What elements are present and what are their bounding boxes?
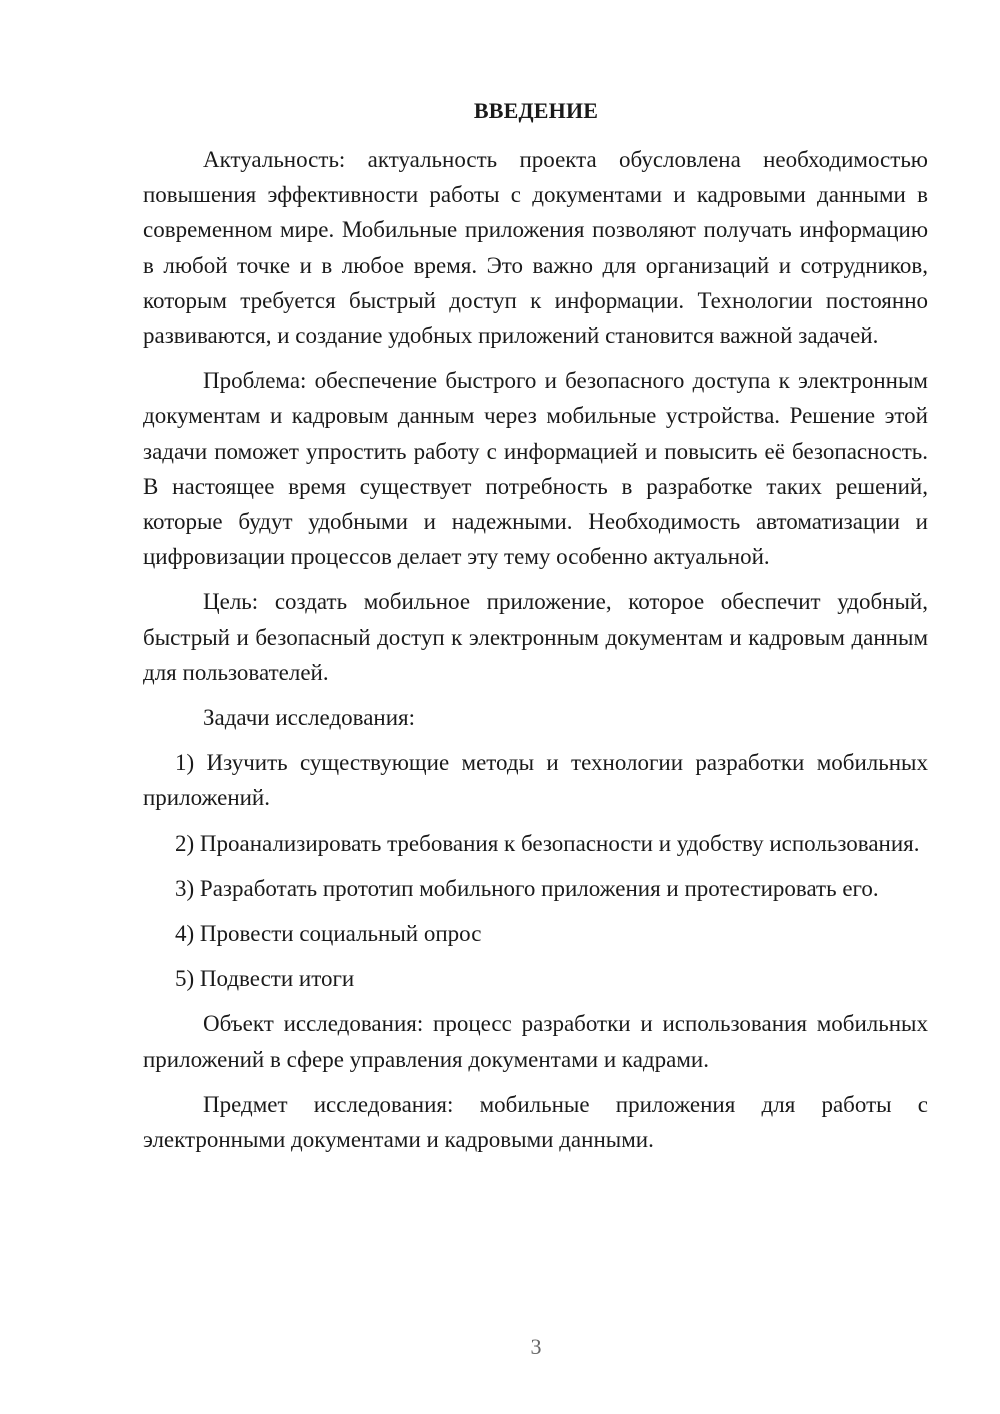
task-item-1: 1) Изучить существующие методы и технологии разработки мобильных приложений. [143,750,928,811]
section-title: ВВЕДЕНИЕ [473,98,599,123]
paragraph-relevance: Актуальность: актуальность проекта обусловлена необходимостью повышения эффективности работы с документами и кадровыми данными в современном мире. Мобильные приложения позволяют получать информацию в любой точке и в любое время. Это важно для организаций и сотрудников, которым требуется быстрый доступ к информации. Технологии постоянно развиваются, и создание удобных приложений становится важной задачей. [143,147,928,349]
task-item-3: 3) Разработать прототип мобильного приложения и протестировать его. [175,875,879,901]
document-body [143,142,928,1157]
paragraph-goal: Цель: создать мобильное приложение, которое обеспечит удобный, быстрый и безопасный доступ к электронным документам и кадровым данным для пользователей. [143,589,928,685]
task-item-2: 2) Проанализировать требования к безопасности и удобству использования. [175,830,920,856]
task-item-5: 5) Подвести итоги [175,966,355,992]
tasks-heading: Задачи исследования: [203,705,416,731]
page-number: 3 [530,1334,542,1359]
task-item-4: 4) Провести социальный опрос [175,921,482,947]
paragraph-subject: Предмет исследования: мобильные приложения для работы с электронными документами и кадровыми данными. [143,1091,928,1153]
paragraph-object: Объект исследования: процесс разработки и использования мобильных приложений в сфере управления документами и кадрами. [143,1011,928,1072]
paragraph-problem: Проблема: обеспечение быстрого и безопасного доступа к электронным документам и кадровым данным через мобильные устройства. Решение этой задачи поможет упростить работу с информацией и повысить её безопасность. В настоящее время существует потребность в разработке таких решений, которые будут удобными и надежными. Необходимость автоматизации и цифровизации процессов делает эту тему особенно актуальной. [143,368,928,570]
